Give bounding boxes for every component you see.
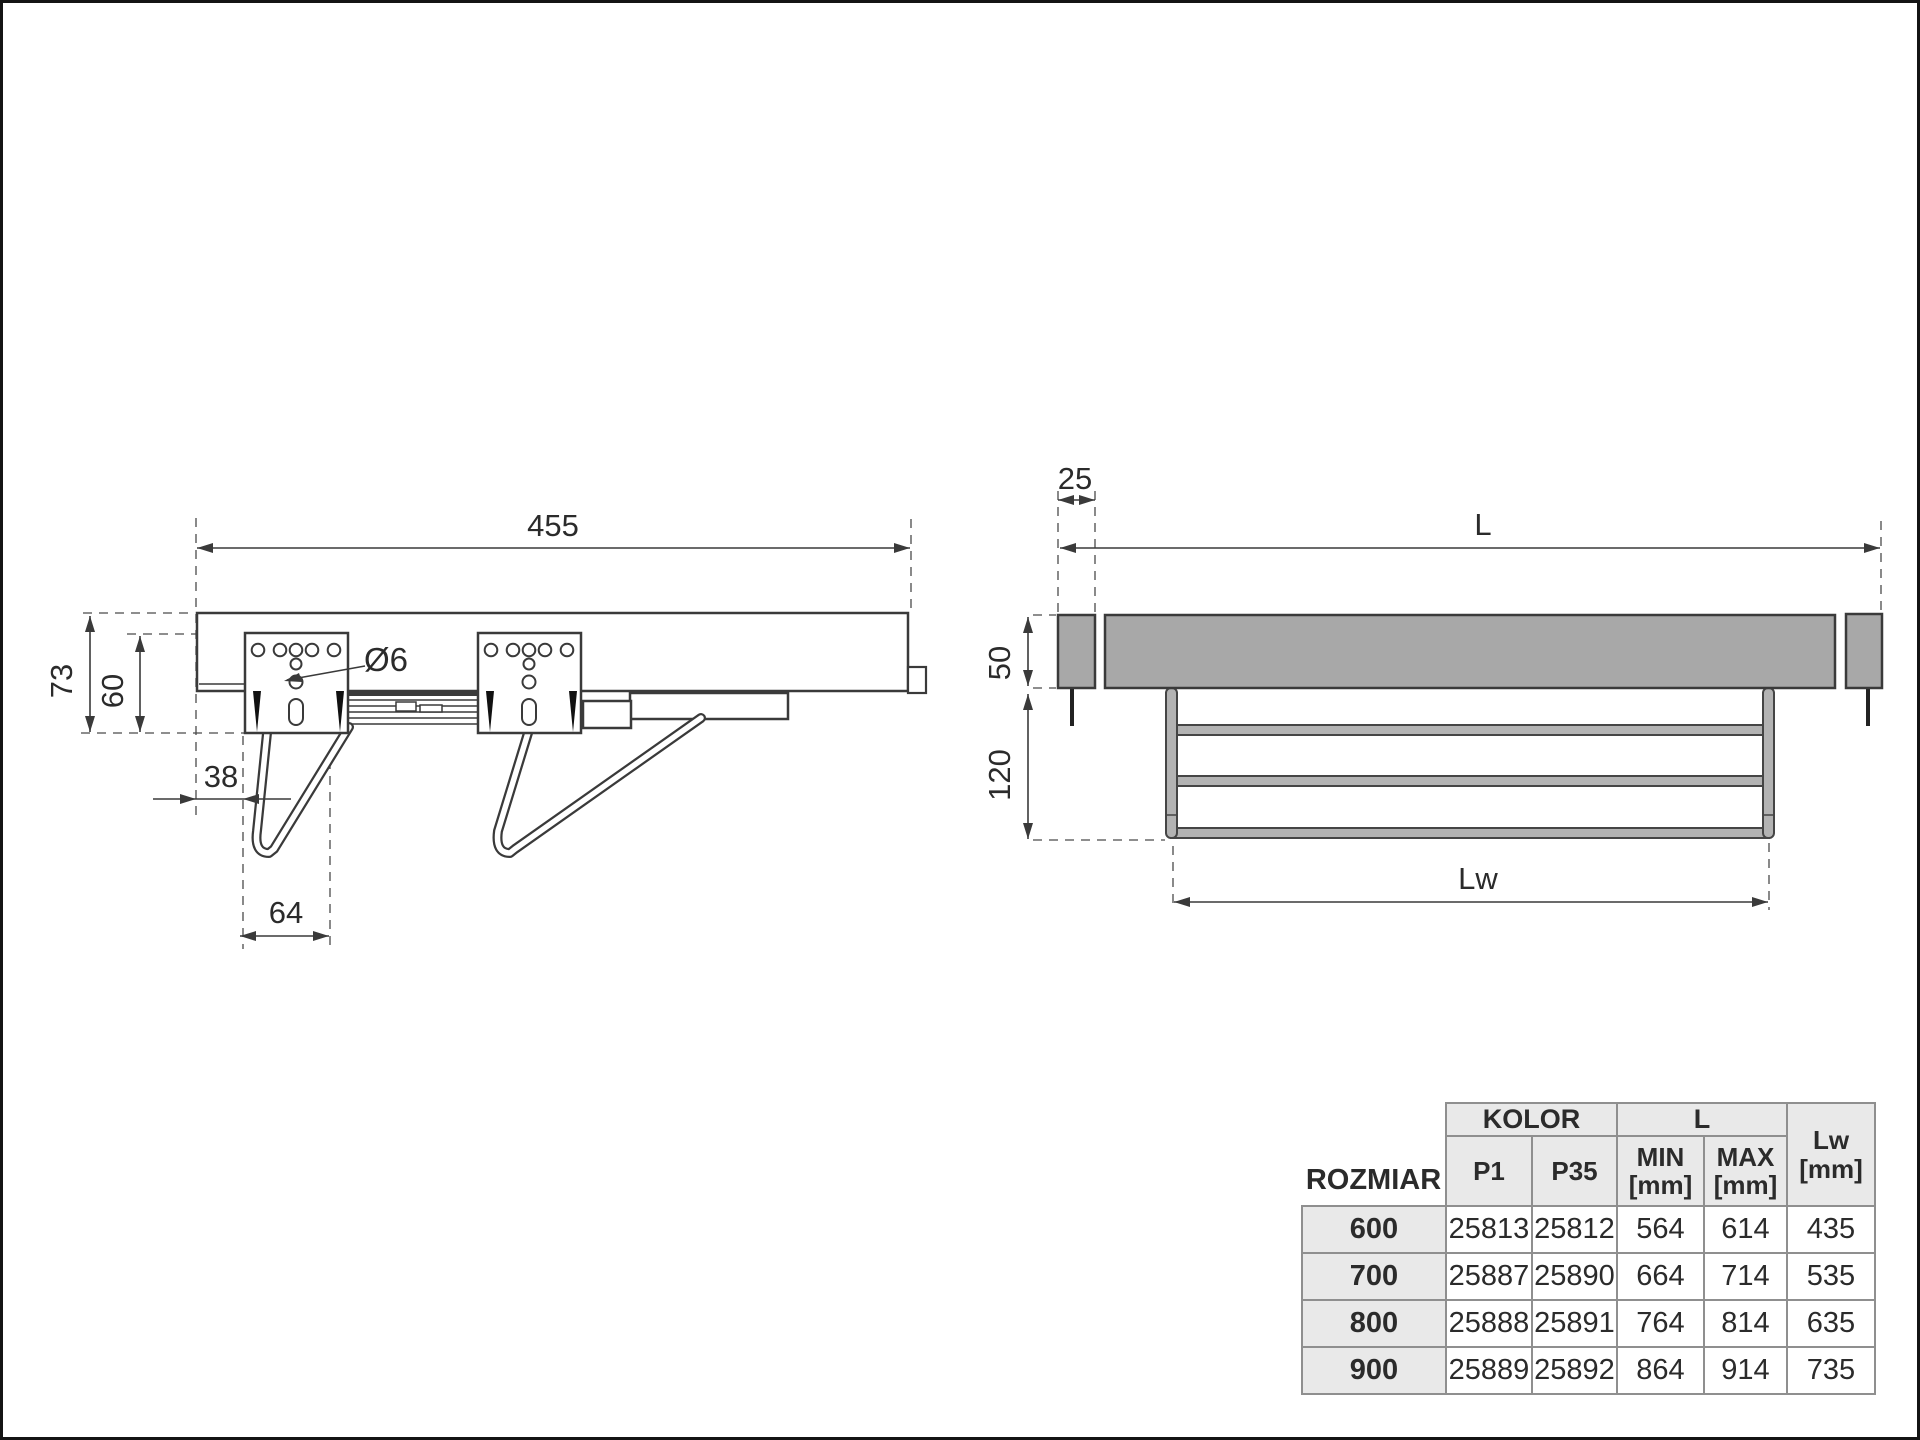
value-cell: 635 xyxy=(1787,1300,1875,1347)
dimension-50 xyxy=(982,617,1033,686)
table-corner-label: ROZMIAR xyxy=(1305,1164,1442,1196)
value-cell: 564 xyxy=(1617,1206,1704,1253)
table-header-lw xyxy=(1787,1103,1875,1206)
table-header-kolor: KOLOR xyxy=(1446,1103,1617,1136)
top-bar xyxy=(1105,615,1835,688)
value-cell: 25813 xyxy=(1446,1206,1532,1253)
end-block-right xyxy=(1846,614,1882,688)
side-view-drawing xyxy=(44,508,926,949)
extension-bar xyxy=(630,693,788,719)
value-cell: 914 xyxy=(1704,1347,1787,1394)
value-cell: 814 xyxy=(1704,1300,1787,1347)
dim-drop-label: 120 xyxy=(982,749,1017,801)
size-cell: 900 xyxy=(1302,1347,1446,1394)
dimension-38 xyxy=(153,759,291,804)
mounting-bracket-2 xyxy=(478,633,581,733)
rail-end-tab xyxy=(908,667,926,693)
value-cell: 535 xyxy=(1787,1253,1875,1300)
value-cell: 664 xyxy=(1617,1253,1704,1300)
size-cell: 600 xyxy=(1302,1206,1446,1253)
dimension-60 xyxy=(95,636,145,732)
value-cell: 25890 xyxy=(1532,1253,1617,1300)
value-cell: 714 xyxy=(1704,1253,1787,1300)
frame-posts xyxy=(1166,688,1774,838)
table-header-p1: P1 xyxy=(1446,1136,1532,1206)
hanger-rails xyxy=(1171,725,1769,838)
bracket-hole xyxy=(291,659,302,670)
dim-height-bracket-label: 60 xyxy=(95,673,130,709)
value-cell: 25889 xyxy=(1446,1347,1532,1394)
table-row xyxy=(1302,1253,1875,1300)
dim-hook-width-label: 64 xyxy=(268,895,304,930)
value-cell: 614 xyxy=(1704,1206,1787,1253)
max-label: MAX xyxy=(1716,1141,1775,1172)
slide-latch xyxy=(396,702,416,711)
dimension-64 xyxy=(240,895,329,941)
table-row xyxy=(1302,1206,1875,1253)
hanger-rail-3 xyxy=(1171,828,1769,838)
dim-length-label: L xyxy=(1474,507,1492,542)
hanger-hook-2 xyxy=(498,718,702,853)
min-label: MIN xyxy=(1636,1141,1685,1172)
slide-mechanism xyxy=(348,690,478,724)
dimension-120 xyxy=(982,694,1033,839)
value-cell: 735 xyxy=(1787,1347,1875,1394)
lw-unit: [mm] xyxy=(1799,1153,1863,1184)
bracket-slot xyxy=(289,699,303,725)
dimension-73 xyxy=(44,616,95,732)
value-cell: 25892 xyxy=(1532,1347,1617,1394)
dimension-L xyxy=(1060,507,1880,553)
lw-label: Lw xyxy=(1812,1125,1850,1156)
mounting-bracket-1 xyxy=(245,633,348,733)
dim-hole-label: Ø6 xyxy=(363,641,409,678)
end-block-left xyxy=(1058,615,1095,688)
size-cell: 800 xyxy=(1302,1300,1446,1347)
value-cell: 764 xyxy=(1617,1300,1704,1347)
value-cell: 25887 xyxy=(1446,1253,1532,1300)
hanger-rail-2 xyxy=(1171,776,1769,786)
value-cell: 435 xyxy=(1787,1206,1875,1253)
dim-height-total-label: 73 xyxy=(44,663,79,699)
value-cell: 25888 xyxy=(1446,1300,1532,1347)
dim-inner-label: Lw xyxy=(1458,861,1498,896)
dimension-25 xyxy=(1058,461,1095,505)
table-row xyxy=(1302,1347,1875,1394)
spec-table xyxy=(1301,1102,1876,1395)
extension-bar-connector xyxy=(583,701,631,728)
size-cell: 700 xyxy=(1302,1253,1446,1300)
min-unit: [mm] xyxy=(1628,1170,1693,1200)
hanger-hook-1 xyxy=(257,727,350,853)
table-row xyxy=(1302,1300,1875,1347)
dimension-455 xyxy=(197,508,910,553)
value-cell: 864 xyxy=(1617,1347,1704,1394)
table-header-min xyxy=(1617,1136,1704,1206)
value-cell: 25891 xyxy=(1532,1300,1617,1347)
hanger-rail-1 xyxy=(1171,725,1769,735)
dim-width-label: 455 xyxy=(527,508,579,543)
dim-offset-label: 38 xyxy=(203,759,239,794)
max-unit: [mm] xyxy=(1713,1170,1778,1200)
table-header-p35: P35 xyxy=(1532,1136,1617,1206)
front-view-drawing xyxy=(982,461,1882,910)
dimension-Lw xyxy=(1174,861,1768,907)
table-header-l: L xyxy=(1617,1103,1787,1136)
value-cell: 25812 xyxy=(1532,1206,1617,1253)
witness-lines-right xyxy=(1033,491,1881,910)
dim-height-label: 50 xyxy=(982,645,1017,681)
table-header-max xyxy=(1704,1136,1787,1206)
dim-end-label: 25 xyxy=(1057,461,1093,496)
